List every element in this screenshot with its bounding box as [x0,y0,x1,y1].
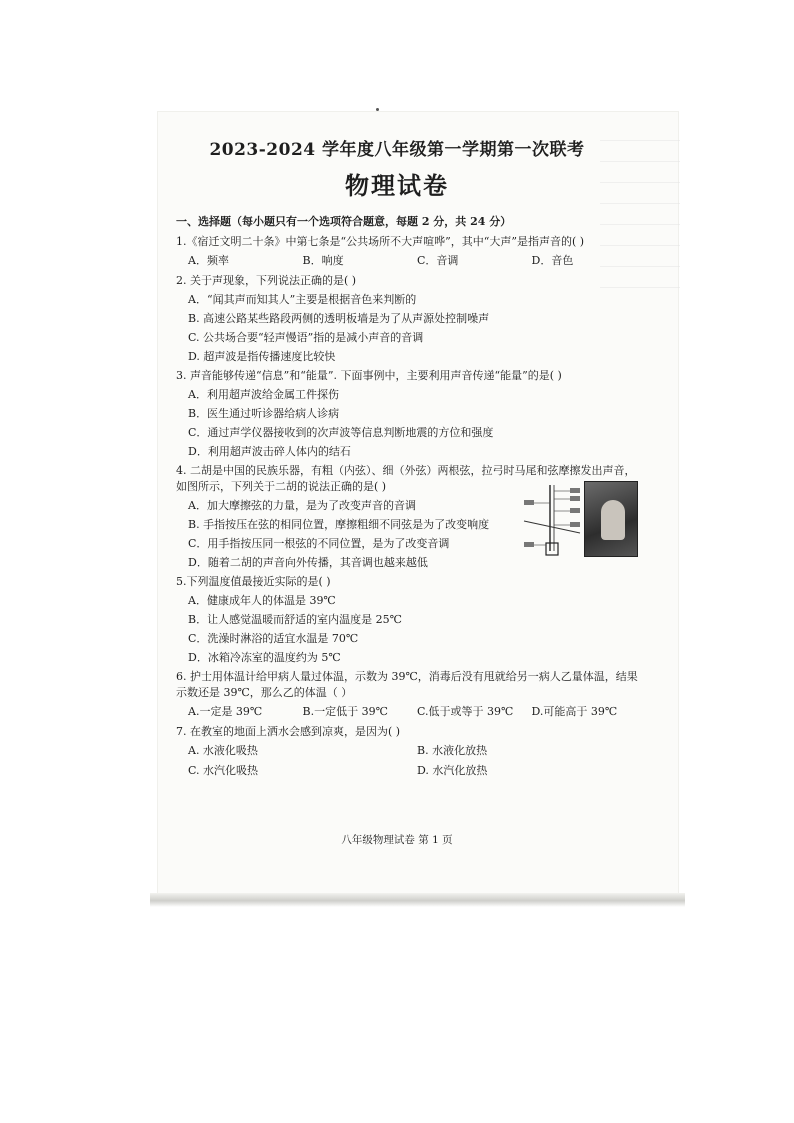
section-heading: 一、选择题（每小题只有一个选项符合题意，每题 2 分，共 24 分） [176,215,512,228]
option-a: A．“闻其声而知其人”主要是根据音色来判断的 [188,293,417,306]
option-a: A.一定是 39℃ [188,705,263,718]
option-b: B.一定低于 39℃ [302,705,388,718]
erhu-player-photo [584,481,638,557]
question-stem: 7. 在教室的地面上洒水会感到凉爽，是因为( ) [176,725,401,738]
paper-speck [376,108,379,111]
question-stem: 5.下列温度值最接近实际的是( ) [176,575,331,588]
options-row [176,704,646,720]
question-2 [176,273,646,365]
exam-title: 2023-2024 学年度八年级第一学期第一次联考 [209,140,585,160]
option-c: C.低于或等于 39℃ [417,705,514,718]
option-a: A．健康成年人的体温是 39℃ [188,594,336,607]
question-stem: 3. 声音能够传递“信息”和“能量”. 下面事例中，主要利用声音传递“能量”的是( ) [176,369,562,382]
option-b: B．医生通过听诊器给病人诊病 [188,407,340,420]
question-7 [176,724,646,779]
question-6 [176,669,646,720]
option-c: C. 公共场合要“轻声慢语”指的是减小声音的音调 [188,331,424,344]
page-footer: 八年级物理试卷 第 1 页 [341,834,453,846]
option-c: C．音调 [417,254,459,267]
option-a: A. 水液化吸热 [188,744,258,757]
option-b: B．让人感觉温暖而舒适的室内温度是 25℃ [188,613,402,626]
option-d: D．随着二胡的声音向外传播，其音调也越来越低 [188,556,428,569]
question-stem: 2. 关于声现象，下列说法正确的是( ) [176,274,357,287]
option-b: B. 高速公路某些路段两侧的透明板墙是为了从声源处控制噪声 [188,312,490,325]
erhu-figure [520,481,638,559]
option-b: B．响度 [302,254,344,267]
exam-content [176,214,646,782]
option-b: B. 水液化放热 [417,744,488,757]
option-a: A．频率 [188,254,229,267]
question-5 [176,574,646,666]
option-b: B. 手指按压在弦的相同位置，摩擦粗细不同弦是为了改变响度 [188,518,490,531]
option-c: C．洗澡时淋浴的适宜水温是 70℃ [188,632,359,645]
option-d: D．音色 [531,254,574,267]
option-d: D．冰箱冷冻室的温度约为 5℃ [188,651,341,664]
paper-edge-shadow [150,893,685,907]
options-grid [176,743,646,779]
options-row [176,253,646,269]
option-c: C. 水汽化吸热 [188,764,259,777]
option-d: D．利用超声波击碎人体内的结石 [188,445,351,458]
option-c: C．通过声学仪器接收到的次声波等信息判断地震的方位和强度 [188,426,494,439]
option-d: D.可能高于 39℃ [531,705,618,718]
option-c: C．用手指按压同一根弦的不同位置，是为了改变音调 [188,537,450,550]
question-4 [176,463,646,571]
player-figure [601,500,625,540]
question-stem: 6. 护士用体温计给甲病人量过体温，示数为 39℃，消毒后没有甩就给另一病人乙量体温，结果示数还是 39℃，那么乙的体温（ ） [176,670,638,699]
option-d: D. 超声波是指传播速度比较快 [188,350,336,363]
question-1 [176,234,646,269]
exam-subject-title: 物理试卷 [345,171,449,200]
option-a: A．加大摩擦弦的力量，是为了改变声音的音调 [188,499,416,512]
question-stem: 4. 二胡是中国的民族乐器，有粗（内弦）、细（外弦）两根弦，拉弓时马尾和弦摩擦发出声音，如图所示，下列关于二胡的说法正确的是( ) [176,464,636,493]
option-a: A．利用超声波给金属工件探伤 [188,388,339,401]
question-3 [176,368,646,460]
erhu-diagram-icon [520,481,584,559]
question-stem: 1.《宿迁文明二十条》中第七条是“公共场所不大声喧哗”，其中“大声”是指声音的( ) [176,235,585,248]
option-d: D. 水汽化放热 [417,764,488,777]
